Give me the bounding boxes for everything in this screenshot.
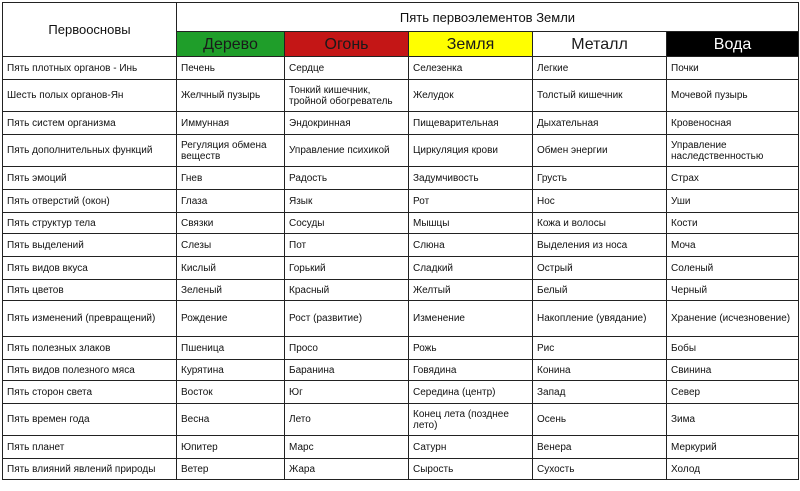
super-header: Пять первоэлементов Земли bbox=[177, 3, 799, 32]
table-cell: Толстый кишечник bbox=[533, 80, 667, 112]
table-row bbox=[3, 257, 799, 280]
table-cell: Весна bbox=[177, 404, 285, 436]
table-row bbox=[3, 57, 799, 80]
table-cell: Сырость bbox=[409, 459, 533, 480]
table-cell: Юг bbox=[285, 381, 409, 404]
table-cell: Лето bbox=[285, 404, 409, 436]
row-label: Пять видов полезного мяса bbox=[3, 360, 177, 381]
table-cell: Горький bbox=[285, 257, 409, 280]
table-row bbox=[3, 234, 799, 257]
table-cell: Пищеварительная bbox=[409, 112, 533, 135]
table-cell: Управление наследственностью bbox=[667, 135, 799, 167]
table-cell: Мочевой пузырь bbox=[667, 80, 799, 112]
table-cell: Кислый bbox=[177, 257, 285, 280]
table-cell: Свинина bbox=[667, 360, 799, 381]
table-cell: Выделения из носа bbox=[533, 234, 667, 257]
table-row bbox=[3, 80, 799, 112]
row-label: Пять влияний явлений природы bbox=[3, 459, 177, 480]
table-cell: Гнев bbox=[177, 167, 285, 190]
table-row bbox=[3, 135, 799, 167]
row-label: Пять видов вкуса bbox=[3, 257, 177, 280]
table-cell: Красный bbox=[285, 280, 409, 301]
table-cell: Конина bbox=[533, 360, 667, 381]
table-cell: Желчный пузырь bbox=[177, 80, 285, 112]
row-label: Пять полезных злаков bbox=[3, 337, 177, 360]
element-header-metal: Металл bbox=[533, 32, 667, 57]
row-label: Шесть полых органов-Ян bbox=[3, 80, 177, 112]
table-cell: Белый bbox=[533, 280, 667, 301]
table-cell: Циркуляция крови bbox=[409, 135, 533, 167]
table-cell: Острый bbox=[533, 257, 667, 280]
table-cell: Связки bbox=[177, 213, 285, 234]
table-row bbox=[3, 167, 799, 190]
table-cell: Грусть bbox=[533, 167, 667, 190]
table-cell: Кости bbox=[667, 213, 799, 234]
table-cell: Слюна bbox=[409, 234, 533, 257]
table-cell: Слезы bbox=[177, 234, 285, 257]
table-cell: Соленый bbox=[667, 257, 799, 280]
table-cell: Регуляция обмена веществ bbox=[177, 135, 285, 167]
corner-header: Первоосновы bbox=[3, 3, 177, 57]
row-label: Пять плотных органов - Инь bbox=[3, 57, 177, 80]
table-cell: Марс bbox=[285, 436, 409, 459]
table-cell: Сосуды bbox=[285, 213, 409, 234]
table-cell: Рис bbox=[533, 337, 667, 360]
table-row bbox=[3, 112, 799, 135]
table-cell: Язык bbox=[285, 190, 409, 213]
table-cell: Накопление (увядание) bbox=[533, 301, 667, 337]
table-row bbox=[3, 459, 799, 480]
table-cell: Конец лета (позднее лето) bbox=[409, 404, 533, 436]
table-cell: Жара bbox=[285, 459, 409, 480]
table-cell: Курятина bbox=[177, 360, 285, 381]
table-cell: Бобы bbox=[667, 337, 799, 360]
table-row bbox=[3, 301, 799, 337]
table-cell: Рождение bbox=[177, 301, 285, 337]
table-cell: Запад bbox=[533, 381, 667, 404]
table-row bbox=[3, 280, 799, 301]
row-label: Пять систем организма bbox=[3, 112, 177, 135]
table-cell: Кожа и волосы bbox=[533, 213, 667, 234]
table-row bbox=[3, 436, 799, 459]
row-label: Пять эмоций bbox=[3, 167, 177, 190]
row-label: Пять структур тела bbox=[3, 213, 177, 234]
table-body bbox=[3, 57, 799, 480]
table-row bbox=[3, 190, 799, 213]
table-row bbox=[3, 404, 799, 436]
table-cell: Рост (развитие) bbox=[285, 301, 409, 337]
table-cell: Сердце bbox=[285, 57, 409, 80]
table-cell: Пшеница bbox=[177, 337, 285, 360]
element-header-water: Вода bbox=[667, 32, 799, 57]
header-row-top bbox=[3, 3, 799, 32]
table-cell: Тонкий кишечник, тройной обогреватель bbox=[285, 80, 409, 112]
table-cell: Ветер bbox=[177, 459, 285, 480]
table-cell: Сухость bbox=[533, 459, 667, 480]
table-cell: Меркурий bbox=[667, 436, 799, 459]
table-cell: Рот bbox=[409, 190, 533, 213]
row-label: Пять изменений (превращений) bbox=[3, 301, 177, 337]
table-cell: Юпитер bbox=[177, 436, 285, 459]
row-label: Пять планет bbox=[3, 436, 177, 459]
table-cell: Зеленый bbox=[177, 280, 285, 301]
table-cell: Мышцы bbox=[409, 213, 533, 234]
table-cell: Середина (центр) bbox=[409, 381, 533, 404]
table-row bbox=[3, 213, 799, 234]
table-cell: Страх bbox=[667, 167, 799, 190]
row-label: Пять отверстий (окон) bbox=[3, 190, 177, 213]
table-cell: Почки bbox=[667, 57, 799, 80]
table-cell: Обмен энергии bbox=[533, 135, 667, 167]
table-cell: Хранение (исчезновение) bbox=[667, 301, 799, 337]
element-header-wood: Дерево bbox=[177, 32, 285, 57]
table-cell: Зима bbox=[667, 404, 799, 436]
table-cell: Осень bbox=[533, 404, 667, 436]
table-cell: Холод bbox=[667, 459, 799, 480]
document bbox=[2, 2, 799, 480]
table-cell: Изменение bbox=[409, 301, 533, 337]
table-cell: Черный bbox=[667, 280, 799, 301]
table-cell: Север bbox=[667, 381, 799, 404]
row-label: Пять времен года bbox=[3, 404, 177, 436]
table-cell: Печень bbox=[177, 57, 285, 80]
table-cell: Эндокринная bbox=[285, 112, 409, 135]
table-cell: Легкие bbox=[533, 57, 667, 80]
table-cell: Баранина bbox=[285, 360, 409, 381]
table-row bbox=[3, 381, 799, 404]
row-label: Пять дополнительных функций bbox=[3, 135, 177, 167]
row-label: Пять выделений bbox=[3, 234, 177, 257]
table-cell: Селезенка bbox=[409, 57, 533, 80]
table-cell: Восток bbox=[177, 381, 285, 404]
table-cell: Желудок bbox=[409, 80, 533, 112]
table-cell: Рожь bbox=[409, 337, 533, 360]
five-elements-table bbox=[2, 2, 799, 480]
row-label: Пять сторон света bbox=[3, 381, 177, 404]
table-cell: Задумчивость bbox=[409, 167, 533, 190]
table-cell: Уши bbox=[667, 190, 799, 213]
table-cell: Дыхательная bbox=[533, 112, 667, 135]
element-header-fire: Огонь bbox=[285, 32, 409, 57]
table-cell: Пот bbox=[285, 234, 409, 257]
table-cell: Сатурн bbox=[409, 436, 533, 459]
table-cell: Радость bbox=[285, 167, 409, 190]
table-cell: Просо bbox=[285, 337, 409, 360]
element-header-earth: Земля bbox=[409, 32, 533, 57]
table-cell: Венера bbox=[533, 436, 667, 459]
table-row bbox=[3, 337, 799, 360]
row-label: Пять цветов bbox=[3, 280, 177, 301]
table-cell: Нос bbox=[533, 190, 667, 213]
table-cell: Говядина bbox=[409, 360, 533, 381]
table-cell: Сладкий bbox=[409, 257, 533, 280]
table-cell: Иммунная bbox=[177, 112, 285, 135]
table-cell: Кровеносная bbox=[667, 112, 799, 135]
table-cell: Управление психикой bbox=[285, 135, 409, 167]
table-cell: Глаза bbox=[177, 190, 285, 213]
table-cell: Желтый bbox=[409, 280, 533, 301]
table-cell: Моча bbox=[667, 234, 799, 257]
table-row bbox=[3, 360, 799, 381]
